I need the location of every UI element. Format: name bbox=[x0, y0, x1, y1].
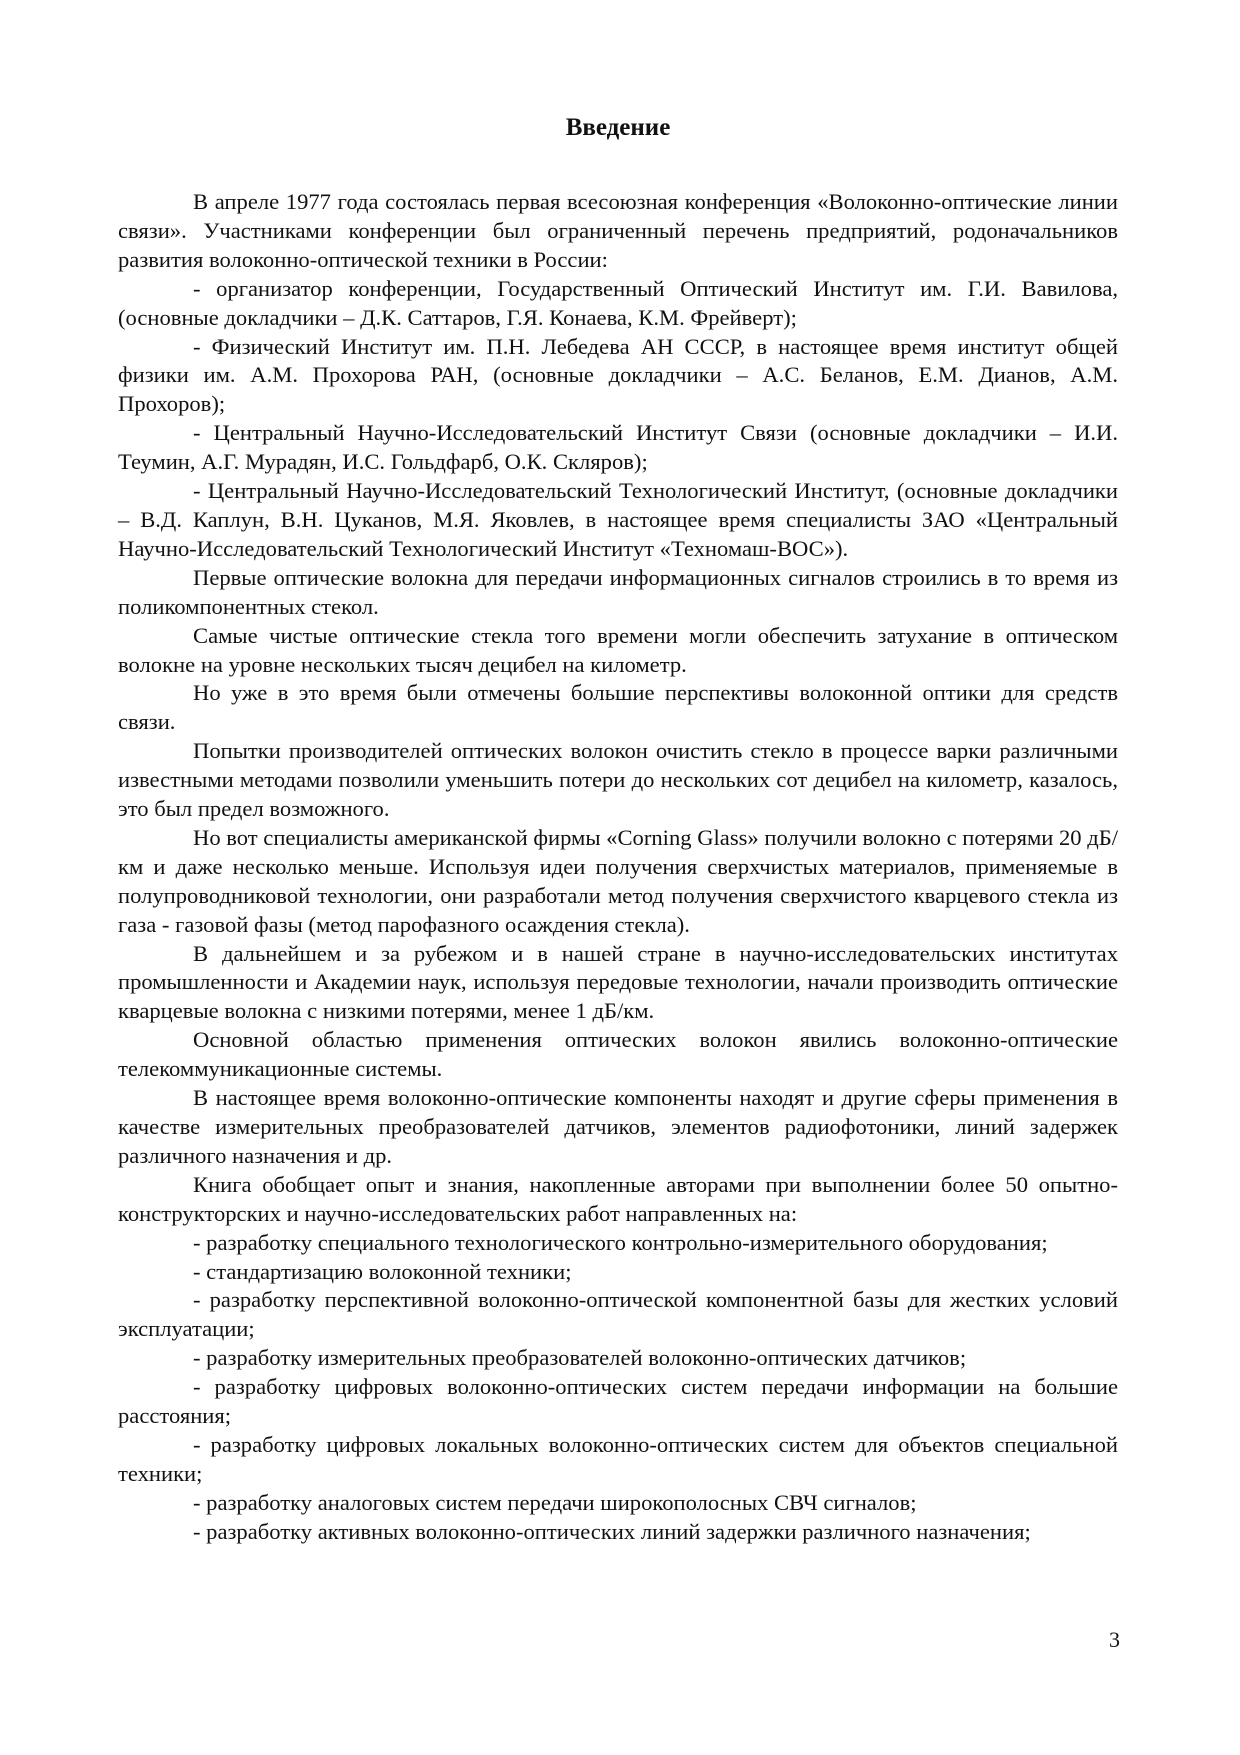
list-item: - разработку цифровых волоконно-оптических систем передачи информации на большие расстояния; bbox=[118, 1374, 1118, 1429]
paragraph: Попытки производителей оптических волокон очистить стекло в процессе варки различными известными методами позволили уменьшить потери до нескольких сот децибел на километр, казалось, это был предел возможного. bbox=[118, 738, 1118, 822]
paragraph: Но вот специалисты американской фирмы «Corning Glass» получили волокно с потерями 20 дБ/км и даже несколько меньше. Используя идеи получения сверхчистых материалов, применяемые в полупроводниковой технологии, они разработали метод получения сверхчистого кварцевого стекла из газа - газовой фазы (метод парофазного осаждения стекла). bbox=[118, 824, 1118, 937]
paragraph: Основной областью применения оптических волокон явились волоконно-оптические телекоммуникационные системы. bbox=[118, 1027, 1118, 1082]
paragraph: Самые чистые оптические стекла того времени могли обеспечить затухание в оптическом волокне на уровне нескольких тысяч децибел на километр. bbox=[118, 622, 1118, 677]
list-item: - разработку специального технологического контрольно-измерительного оборудования; bbox=[193, 1229, 1048, 1255]
paragraph: В апреле 1977 года состоялась первая всесоюзная конференция «Волоконно-оптические линии связи». Участниками конференции был ограниченный перечень предприятий, родоначальников развития волоконно-оптической техники в России: bbox=[118, 189, 1118, 272]
page-title: Введение bbox=[565, 114, 671, 141]
body-text bbox=[118, 188, 1118, 1547]
list-item: - разработку перспективной волоконно-оптической компонентной базы для жестких условий эксплуатации; bbox=[118, 1287, 1118, 1342]
paragraph: Первые оптические волокна для передачи информационных сигналов строились в то время из поликомпонентных стекол. bbox=[118, 564, 1118, 619]
list-item: - организатор конференции, Государственный Оптический Институт им. Г.И. Вавилова, (основные докладчики – Д.К. Саттаров, Г.Я. Конаева, К.М. Фрейверт); bbox=[118, 275, 1118, 330]
list-item: - Центральный Научно-Исследовательский Технологический Институт, (основные докладчики – В.Д. Каплун, В.Н. Цуканов, М.Я. Яковлев, в настоящее время специалисты ЗАО «Центральный Научно-Исследовательский Технологический Институт «Техномаш-ВОС»). bbox=[118, 478, 1118, 561]
page-number: 3 bbox=[1109, 1627, 1120, 1652]
list-item: - разработку измерительных преобразователей волоконно-оптических датчиков; bbox=[193, 1345, 967, 1371]
list-item: - стандартизацию волоконной техники; bbox=[193, 1258, 572, 1284]
list-item: - разработку цифровых локальных волоконно-оптических систем для объектов специальной техники; bbox=[118, 1431, 1118, 1486]
paragraph: Но уже в это время были отмечены большие перспективы волоконной оптики для средств связи. bbox=[118, 680, 1118, 735]
list-item: - разработку активных волоконно-оптических линий задержки различного назначения; bbox=[193, 1518, 1031, 1544]
list-item: - Центральный Научно-Исследовательский Институт Связи (основные докладчики – И.И. Теумин, А.Г. Мурадян, И.С. Гольдфарб, О.К. Скляров); bbox=[118, 420, 1118, 475]
paragraph: В настоящее время волоконно-оптические компоненты находят и другие сферы применения в качестве измерительных преобразователей датчиков, элементов радиофотоники, линий задержек различного назначения и др. bbox=[118, 1085, 1118, 1168]
list-item: - разработку аналоговых систем передачи широкополосных СВЧ сигналов; bbox=[193, 1489, 917, 1515]
paragraph: В дальнейшем и за рубежом и в нашей стране в научно-исследовательских институтах промышленности и Академии наук, используя передовые технологии, начали производить оптические кварцевые волокна с низкими потерями, менее 1 дБ/км. bbox=[118, 940, 1118, 1024]
list-item: - Физический Институт им. П.Н. Лебедева АН СССР, в настоящее время институт общей физики им. А.М. Прохорова РАН, (основные докладчики – А.С. Беланов, Е.М. Дианов, А.М. Прохоров); bbox=[118, 333, 1118, 417]
paragraph: Книга обобщает опыт и знания, накопленные авторами при выполнении более 50 опытно-конструкторских и научно-исследовательских работ направленных на: bbox=[118, 1171, 1118, 1226]
